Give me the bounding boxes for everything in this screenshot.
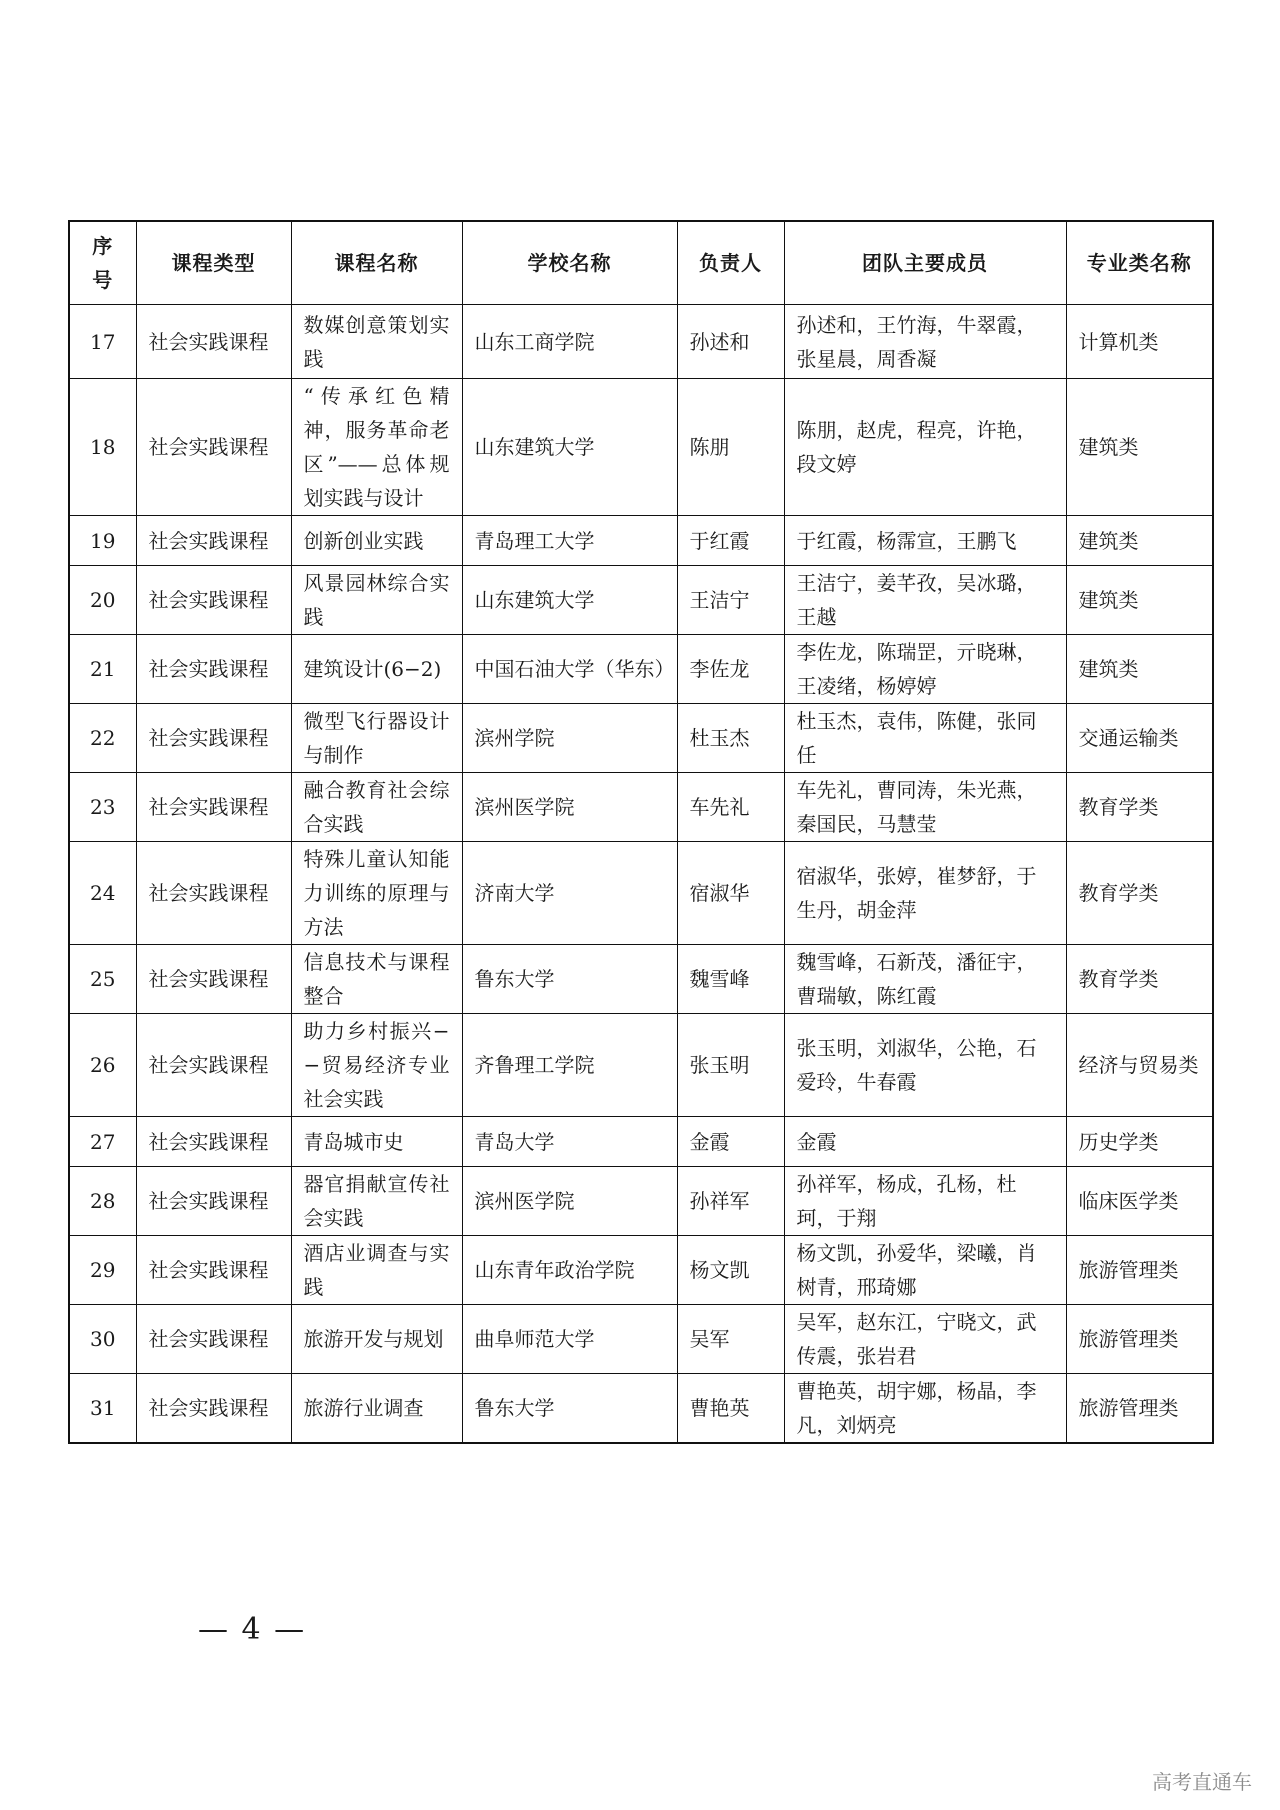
cell-no: 19 (69, 516, 136, 566)
cell-no: 22 (69, 704, 136, 773)
watermark: 高考直通车 (1152, 1770, 1252, 1794)
cell-team-members: 孙述和，王竹海，牛翠霞，张星晨，周香凝 (784, 305, 1066, 379)
cell-course-type: 社会实践课程 (136, 305, 291, 379)
cell-major-category: 计算机类 (1066, 305, 1213, 379)
cell-course-name: 助力乡村振兴−−贸易经济专业社会实践 (291, 1014, 462, 1117)
cell-course-type: 社会实践课程 (136, 379, 291, 516)
cell-no: 29 (69, 1236, 136, 1305)
cell-course-name: “传承红色精神，服务革命老区”——总体规划实践与设计 (291, 379, 462, 516)
cell-team-members: 车先礼，曹同涛，朱光燕，秦国民，马慧莹 (784, 773, 1066, 842)
cell-leader: 曹艳英 (677, 1374, 784, 1444)
cell-school-name: 山东工商学院 (462, 305, 677, 379)
cell-course-name: 器官捐献宣传社会实践 (291, 1167, 462, 1236)
cell-leader: 吴军 (677, 1305, 784, 1374)
cell-course-type: 社会实践课程 (136, 842, 291, 945)
cell-school-name: 曲阜师范大学 (462, 1305, 677, 1374)
cell-course-name: 数媒创意策划实践 (291, 305, 462, 379)
cell-school-name: 青岛理工大学 (462, 516, 677, 566)
cell-course-name: 青岛城市史 (291, 1117, 462, 1167)
cell-school-name: 滨州医学院 (462, 1167, 677, 1236)
table-row (69, 1167, 1213, 1236)
cell-course-type: 社会实践课程 (136, 704, 291, 773)
cell-leader: 李佐龙 (677, 635, 784, 704)
cell-major-category: 旅游管理类 (1066, 1374, 1213, 1444)
cell-leader: 杨文凯 (677, 1236, 784, 1305)
cell-team-members: 陈朋，赵虎，程亮，许艳，段文婷 (784, 379, 1066, 516)
table-row (69, 566, 1213, 635)
table-row (69, 1014, 1213, 1117)
cell-no: 28 (69, 1167, 136, 1236)
cell-no: 20 (69, 566, 136, 635)
cell-leader: 车先礼 (677, 773, 784, 842)
cell-team-members: 李佐龙，陈瑞罡，亓晓琳，王凌绪，杨婷婷 (784, 635, 1066, 704)
table-row (69, 516, 1213, 566)
cell-leader: 金霞 (677, 1117, 784, 1167)
cell-team-members: 宿淑华，张婷，崔梦舒，于生丹，胡金萍 (784, 842, 1066, 945)
cell-major-category: 经济与贸易类 (1066, 1014, 1213, 1117)
cell-course-type: 社会实践课程 (136, 516, 291, 566)
cell-course-name: 微型飞行器设计与制作 (291, 704, 462, 773)
cell-course-type: 社会实践课程 (136, 1305, 291, 1374)
cell-major-category: 教育学类 (1066, 842, 1213, 945)
cell-no: 23 (69, 773, 136, 842)
cell-team-members: 金霞 (784, 1117, 1066, 1167)
cell-course-name: 旅游行业调查 (291, 1374, 462, 1444)
cell-team-members: 魏雪峰，石新茂，潘征宇，曹瑞敏，陈红霞 (784, 945, 1066, 1014)
cell-course-name: 信息技术与课程整合 (291, 945, 462, 1014)
cell-course-type: 社会实践课程 (136, 635, 291, 704)
cell-team-members: 吴军，赵东江，宁晓文，武传震，张岩君 (784, 1305, 1066, 1374)
cell-team-members: 孙祥军，杨成，孔杨，杜珂，于翔 (784, 1167, 1066, 1236)
cell-major-category: 历史学类 (1066, 1117, 1213, 1167)
cell-major-category: 教育学类 (1066, 773, 1213, 842)
cell-school-name: 济南大学 (462, 842, 677, 945)
cell-leader: 魏雪峰 (677, 945, 784, 1014)
table-row (69, 773, 1213, 842)
cell-major-category: 建筑类 (1066, 516, 1213, 566)
table-row (69, 305, 1213, 379)
cell-team-members: 杜玉杰，袁伟，陈健，张同任 (784, 704, 1066, 773)
header-course-type: 课程类型 (136, 221, 291, 305)
cell-no: 25 (69, 945, 136, 1014)
cell-course-name: 融合教育社会综合实践 (291, 773, 462, 842)
cell-school-name: 滨州学院 (462, 704, 677, 773)
cell-course-type: 社会实践课程 (136, 1014, 291, 1117)
cell-major-category: 交通运输类 (1066, 704, 1213, 773)
cell-major-category: 建筑类 (1066, 379, 1213, 516)
cell-leader: 孙祥军 (677, 1167, 784, 1236)
cell-leader: 于红霞 (677, 516, 784, 566)
cell-course-type: 社会实践课程 (136, 773, 291, 842)
cell-major-category: 建筑类 (1066, 635, 1213, 704)
header-school-name: 学校名称 (462, 221, 677, 305)
cell-major-category: 教育学类 (1066, 945, 1213, 1014)
cell-no: 31 (69, 1374, 136, 1444)
table-row (69, 379, 1213, 516)
cell-school-name: 山东建筑大学 (462, 566, 677, 635)
table-row (69, 1117, 1213, 1167)
cell-course-name: 特殊儿童认知能力训练的原理与方法 (291, 842, 462, 945)
table-row (69, 704, 1213, 773)
cell-leader: 王洁宁 (677, 566, 784, 635)
cell-school-name: 中国石油大学（华东） (462, 635, 677, 704)
cell-no: 26 (69, 1014, 136, 1117)
header-major-category: 专业类名称 (1066, 221, 1213, 305)
table-row (69, 1236, 1213, 1305)
header-course-name: 课程名称 (291, 221, 462, 305)
cell-school-name: 鲁东大学 (462, 1374, 677, 1444)
cell-team-members: 张玉明，刘淑华，公艳，石爱玲，牛春霞 (784, 1014, 1066, 1117)
cell-major-category: 建筑类 (1066, 566, 1213, 635)
cell-course-type: 社会实践课程 (136, 1167, 291, 1236)
course-table (68, 220, 1214, 1444)
cell-team-members: 曹艳英，胡宇娜，杨晶，李凡，刘炳亮 (784, 1374, 1066, 1444)
cell-school-name: 青岛大学 (462, 1117, 677, 1167)
header-no: 序号 (69, 221, 136, 305)
table-body (69, 305, 1213, 1444)
cell-no: 24 (69, 842, 136, 945)
table-header-row (69, 221, 1213, 305)
cell-no: 30 (69, 1305, 136, 1374)
cell-course-type: 社会实践课程 (136, 1117, 291, 1167)
table-row (69, 842, 1213, 945)
cell-course-type: 社会实践课程 (136, 1374, 291, 1444)
cell-course-name: 风景园林综合实践 (291, 566, 462, 635)
cell-team-members: 杨文凯，孙爱华，梁曦，肖树青，邢琦娜 (784, 1236, 1066, 1305)
cell-no: 18 (69, 379, 136, 516)
cell-course-name: 创新创业实践 (291, 516, 462, 566)
cell-school-name: 山东建筑大学 (462, 379, 677, 516)
table-row (69, 945, 1213, 1014)
cell-leader: 张玉明 (677, 1014, 784, 1117)
cell-school-name: 滨州医学院 (462, 773, 677, 842)
cell-course-name: 酒店业调查与实践 (291, 1236, 462, 1305)
header-leader: 负责人 (677, 221, 784, 305)
header-team-members: 团队主要成员 (784, 221, 1066, 305)
cell-no: 17 (69, 305, 136, 379)
cell-leader: 杜玉杰 (677, 704, 784, 773)
cell-leader: 孙述和 (677, 305, 784, 379)
cell-no: 21 (69, 635, 136, 704)
cell-leader: 宿淑华 (677, 842, 784, 945)
cell-major-category: 旅游管理类 (1066, 1236, 1213, 1305)
cell-course-name: 旅游开发与规划 (291, 1305, 462, 1374)
cell-no: 27 (69, 1117, 136, 1167)
page-number: — 4 — (198, 1612, 307, 1647)
cell-course-name: 建筑设计(6−2) (291, 635, 462, 704)
table-row (69, 635, 1213, 704)
cell-course-type: 社会实践课程 (136, 945, 291, 1014)
cell-major-category: 临床医学类 (1066, 1167, 1213, 1236)
cell-team-members: 王洁宁，姜芊孜，吴冰璐，王越 (784, 566, 1066, 635)
cell-major-category: 旅游管理类 (1066, 1305, 1213, 1374)
cell-course-type: 社会实践课程 (136, 1236, 291, 1305)
cell-school-name: 齐鲁理工学院 (462, 1014, 677, 1117)
cell-course-type: 社会实践课程 (136, 566, 291, 635)
cell-school-name: 山东青年政治学院 (462, 1236, 677, 1305)
table-row (69, 1374, 1213, 1444)
table-row (69, 1305, 1213, 1374)
cell-team-members: 于红霞，杨霈宣，王鹏飞 (784, 516, 1066, 566)
cell-school-name: 鲁东大学 (462, 945, 677, 1014)
cell-leader: 陈朋 (677, 379, 784, 516)
